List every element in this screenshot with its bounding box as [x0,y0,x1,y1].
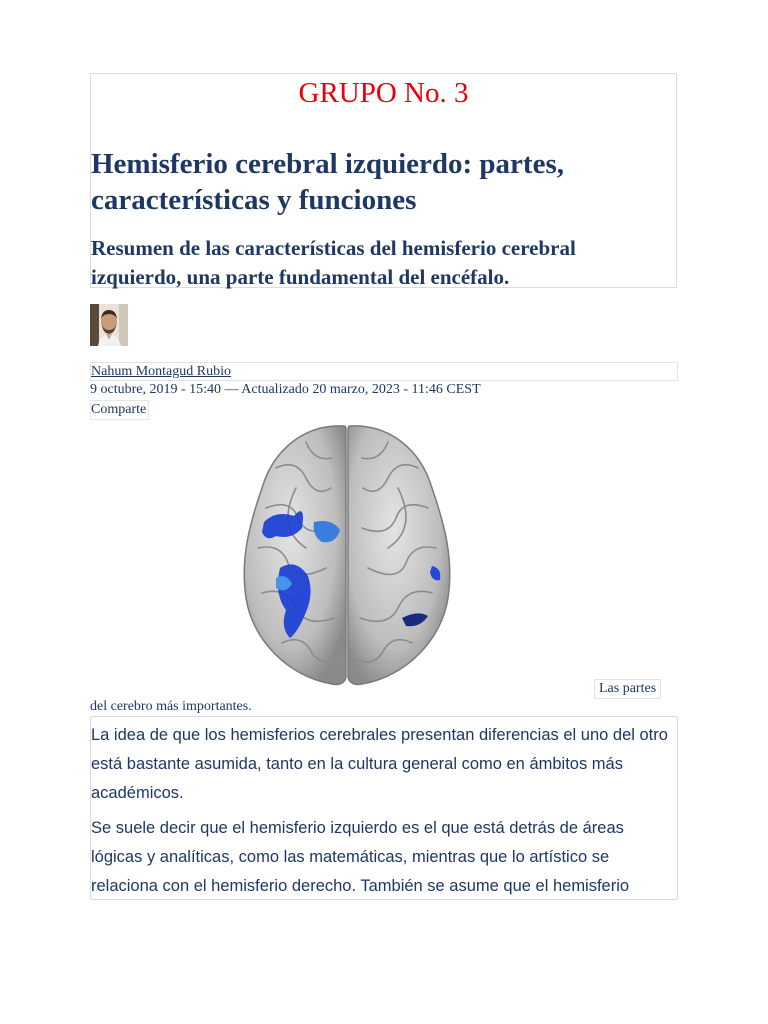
article-header [90,73,677,288]
paragraph-1: La idea de que los hemisferios cerebrales presentan diferencias el uno del otro está bastante asumida, tanto en la cultura general como en ámbitos más académicos. [91,726,668,802]
brain-image [236,418,458,690]
author-row [90,362,678,381]
share-link[interactable]: Comparte [90,400,149,420]
article-body [90,716,678,900]
group-label: GRUPO No. 3 [298,77,469,109]
publish-date: 9 octubre, 2019 - 15:40 — Actualizado 20 marzo, 2023 - 11:46 CEST [90,382,481,397]
author-link[interactable]: Nahum Montagud Rubio [91,364,231,379]
image-caption-start: Las partes [594,679,661,699]
author-avatar[interactable] [90,304,128,346]
author-photo [90,304,128,346]
image-caption-end: del cerebro más importantes. [90,699,252,714]
article-title: Hemisferio cerebral izquierdo: partes, características y funciones [91,148,564,216]
article-subtitle: Resumen de las características del hemisferio cerebral izquierdo, una parte fundamental del encéfalo. [91,236,576,289]
paragraph-2: Se suele decir que el hemisferio izquierdo es el que está detrás de áreas lógicas y analíticas, como las matemáticas, mientras que lo artístico se relaciona con el hemisferio derecho. También se asume que el hemisferio [91,819,630,895]
